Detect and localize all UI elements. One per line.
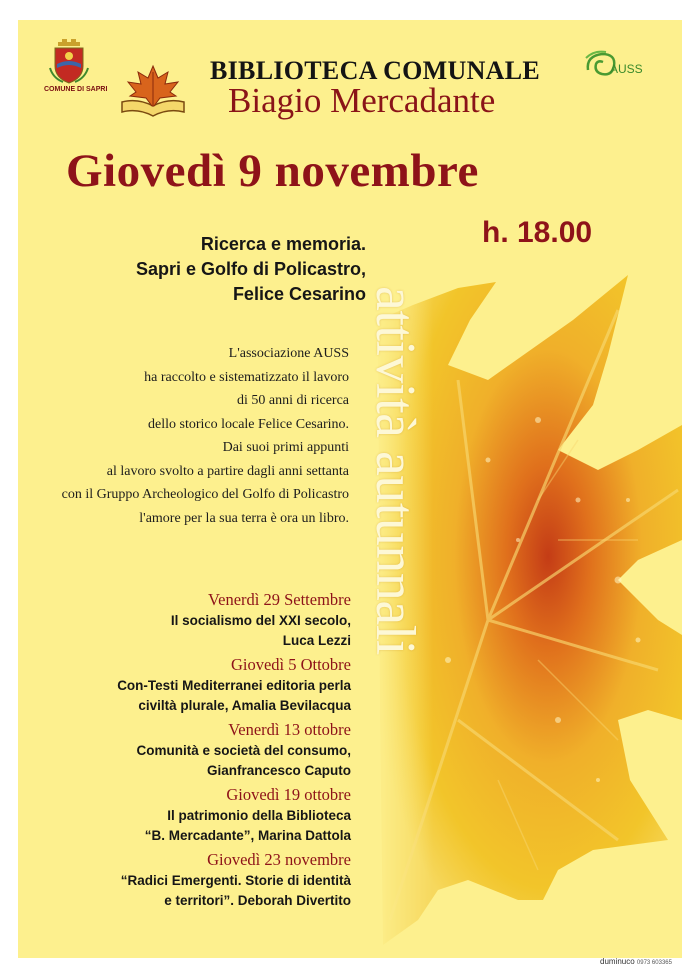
description-line: con il Gruppo Archeologico del Golfo di Policastro [61,487,349,502]
schedule-item [21,849,351,911]
schedule-line: civiltà plurale, Amalia Bevilacqua [138,698,351,713]
municipality-label: COMUNE DI SAPRI [44,86,108,93]
event-title-line: Felice Cesarino [232,284,366,304]
schedule-date: Venerdì 13 ottobre [228,720,351,739]
schedule-date: Giovedì 19 ottobre [226,785,351,804]
printer-phone: 0973 603365 [636,960,672,966]
main-event-title [136,232,366,307]
schedule-item [21,719,351,781]
schedule-line: “B. Mercadante”, Marina Dattola [144,828,351,843]
schedule-item [21,589,351,651]
schedule-line: Luca Lezzi [282,633,351,648]
schedule-line: Gianfrancesco Caputo [206,763,351,778]
schedule-date: Venerdì 29 Settembre [208,590,351,609]
description-line: ha raccolto e sistematizzato il lavoro [144,369,349,385]
event-description [62,342,349,530]
description-line: dello storico locale Felice Cesarino. [148,416,349,432]
description-line: al lavoro svolto a partire dagli anni settanta [106,463,349,479]
municipality-crest [44,38,108,93]
schedule-line: Il patrimonio della Biblioteca [167,808,351,823]
maple-leaf-logo-icon [118,62,188,120]
library-dedication: Biagio Mercadante [228,81,496,120]
main-event-date: Giovedì 9 novembre [66,145,479,197]
town-crest-icon [49,38,89,84]
event-title-line: Ricerca e memoria. [200,234,366,254]
schedule-line: Con-Testi Mediterranei editoria perla [117,678,351,693]
description-line: di 50 anni di ricerca [237,393,349,408]
main-event-time: h. 18.00 [482,216,593,249]
library-name: BIBLIOTECA COMUNALE [210,56,541,85]
event-title-line: Sapri e Golfo di Policastro, [135,259,366,279]
description-line: Dai suoi primi appunti [222,440,349,455]
schedule-line: Il socialismo del XXI secolo, [170,613,351,628]
auss-logo-text: AUSS [610,62,643,76]
schedule-date: Giovedì 5 Ottobre [230,655,351,674]
schedule-item [21,654,351,716]
schedule-line: e territori”. Deborah Divertito [164,893,351,908]
schedule-list [21,589,351,914]
schedule-line: “Radici Emergenti. Storie di identità [120,873,351,888]
printer-name: duminuco [600,957,635,966]
series-title: attività autunnali [364,286,426,655]
schedule-item [21,784,351,846]
schedule-date: Giovedì 23 novembre [207,850,351,869]
poster [18,20,682,958]
printer-credit [600,957,672,966]
description-line: L'associazione AUSS [228,346,349,361]
description-line: l'amore per la sua terra è ora un libro. [139,510,349,526]
schedule-line: Comunità e società del consumo, [136,743,351,758]
